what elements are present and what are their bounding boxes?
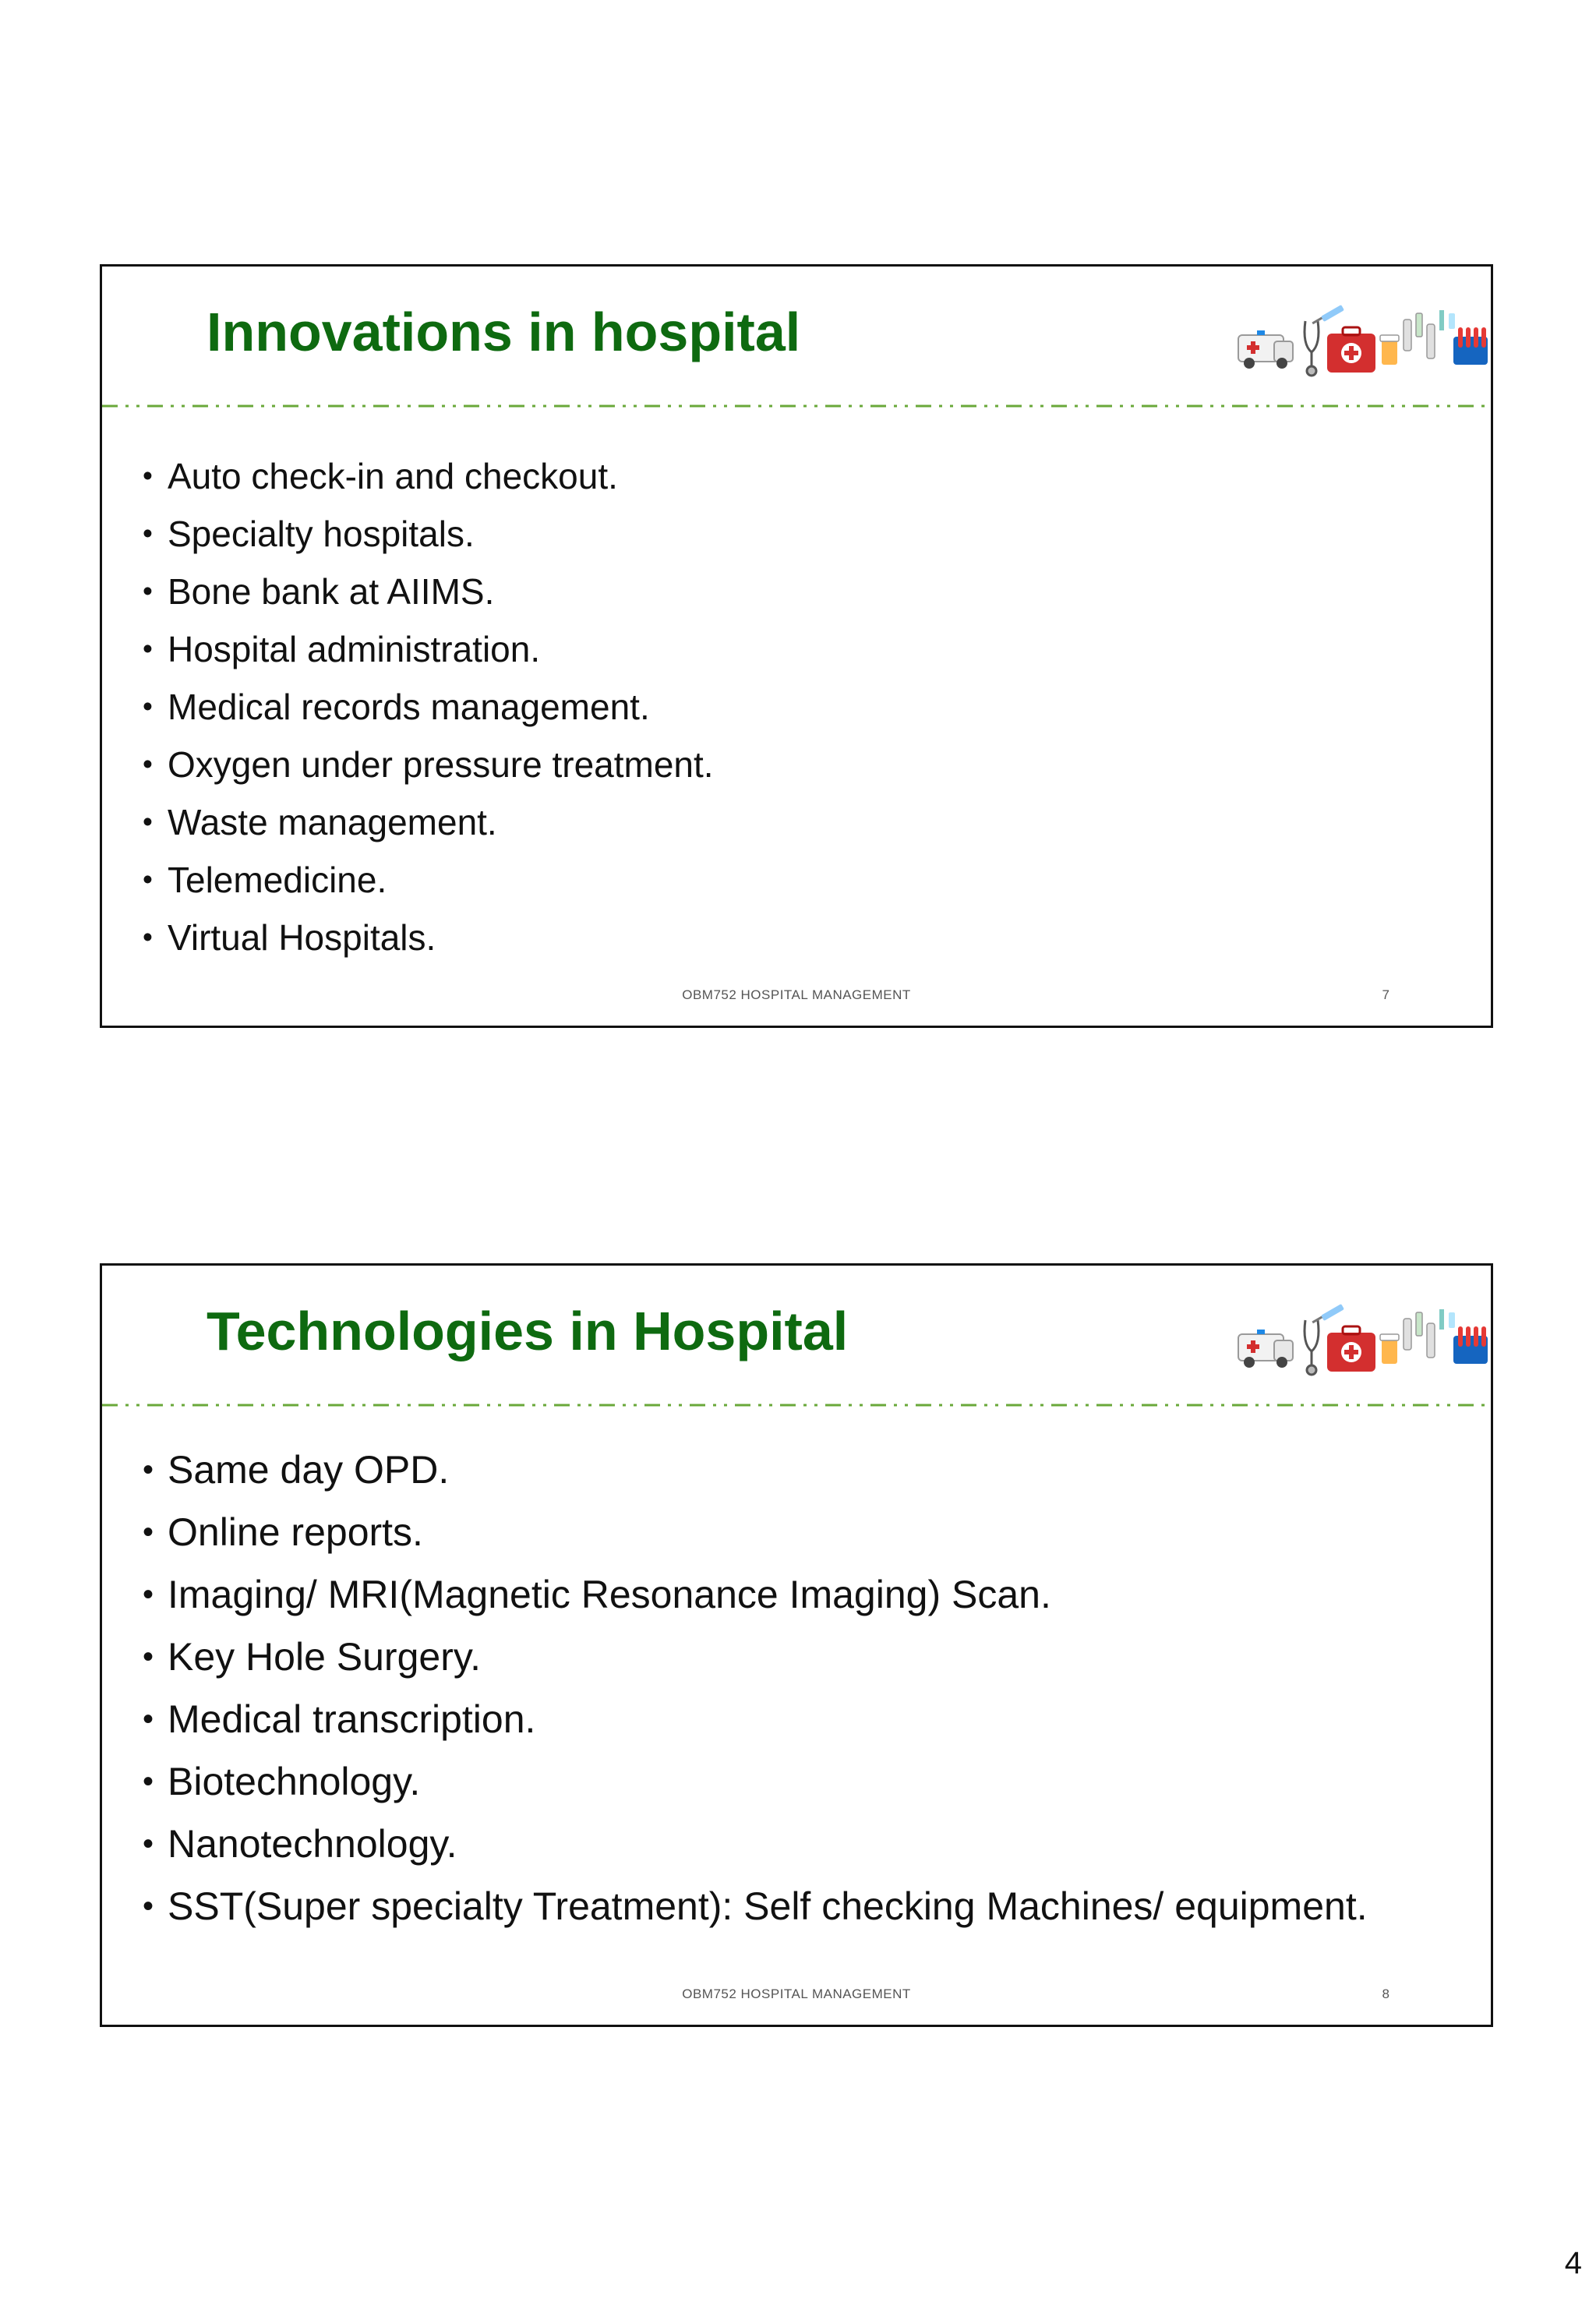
list-item: • Nanotechnology.: [143, 1813, 1368, 1875]
list-item: • Medical records management.: [143, 678, 714, 736]
bullet-icon: •: [143, 748, 153, 780]
bullet-icon: •: [143, 921, 153, 953]
bullet-icon: •: [143, 633, 153, 665]
bullet-icon: •: [143, 1577, 154, 1612]
test-tube-rack-icon: [1453, 1326, 1488, 1364]
stethoscope-icon: [1305, 321, 1319, 376]
section-divider: [102, 1402, 1491, 1408]
list-item: • Telemedicine.: [143, 851, 714, 909]
list-item: • Bone bank at AIIMS.: [143, 563, 714, 620]
slide-7: [100, 264, 1493, 1028]
bullet-list: [143, 447, 714, 966]
bullet-icon: •: [143, 460, 153, 492]
section-divider: [102, 403, 1491, 409]
bullet-icon: •: [143, 1764, 154, 1799]
syringe-icon: [1312, 305, 1344, 324]
hospital-icons-illustration: [1234, 290, 1491, 391]
first-aid-kit-icon: [1327, 1326, 1375, 1372]
pill-bottle-icon: [1380, 1334, 1399, 1364]
list-item: • Auto check-in and checkout.: [143, 447, 714, 505]
ambulance-icon: [1238, 330, 1293, 369]
slide-number: 8: [1382, 1986, 1389, 2001]
medicine-bottles-icon: [1404, 310, 1455, 358]
slide-title: Innovations in hospital: [207, 302, 801, 362]
slide-8: [100, 1263, 1493, 2027]
list-item: • Waste management.: [143, 793, 714, 851]
bullet-icon: •: [143, 1640, 154, 1674]
bullet-icon: •: [143, 806, 153, 838]
bullet-icon: •: [143, 1515, 154, 1549]
list-item: • Imaging/ MRI(Magnetic Resonance Imaging) Scan.: [143, 1563, 1368, 1626]
syringe-icon: [1312, 1304, 1344, 1323]
list-item: • Oxygen under pressure treatment.: [143, 736, 714, 793]
list-item: • Specialty hospitals.: [143, 505, 714, 563]
first-aid-kit-icon: [1327, 327, 1375, 373]
slide-footer: OBM752 HOSPITAL MANAGEMENT: [682, 987, 911, 1002]
list-item: • SST(Super specialty Treatment): Self checking Machines/ equipment.: [143, 1875, 1368, 1937]
bullet-icon: •: [143, 863, 153, 895]
medicine-bottles-icon: [1404, 1309, 1455, 1358]
bullet-list: [143, 1439, 1368, 1937]
bullet-icon: •: [143, 1827, 154, 1861]
list-item: • Key Hole Surgery.: [143, 1626, 1368, 1688]
test-tube-rack-icon: [1453, 327, 1488, 365]
bullet-icon: •: [143, 517, 153, 549]
bullet-icon: •: [143, 690, 153, 722]
bullet-icon: •: [143, 1702, 154, 1736]
bullet-icon: •: [143, 1889, 154, 1923]
list-item: • Medical transcription.: [143, 1688, 1368, 1750]
list-item: • Virtual Hospitals.: [143, 909, 714, 966]
pill-bottle-icon: [1380, 335, 1399, 365]
slide-title: Technologies in Hospital: [207, 1301, 849, 1361]
list-item: • Biotechnology.: [143, 1750, 1368, 1813]
bullet-icon: •: [143, 575, 153, 607]
list-item: • Same day OPD.: [143, 1439, 1368, 1501]
page-number: 4: [1564, 2246, 1582, 2280]
ambulance-icon: [1238, 1330, 1293, 1368]
stethoscope-icon: [1305, 1320, 1319, 1375]
list-item: • Hospital administration.: [143, 620, 714, 678]
bullet-icon: •: [143, 1453, 154, 1487]
hospital-icons-illustration: [1234, 1289, 1491, 1390]
list-item: • Online reports.: [143, 1501, 1368, 1563]
slide-footer: OBM752 HOSPITAL MANAGEMENT: [682, 1986, 911, 2001]
slide-number: 7: [1382, 987, 1389, 1002]
